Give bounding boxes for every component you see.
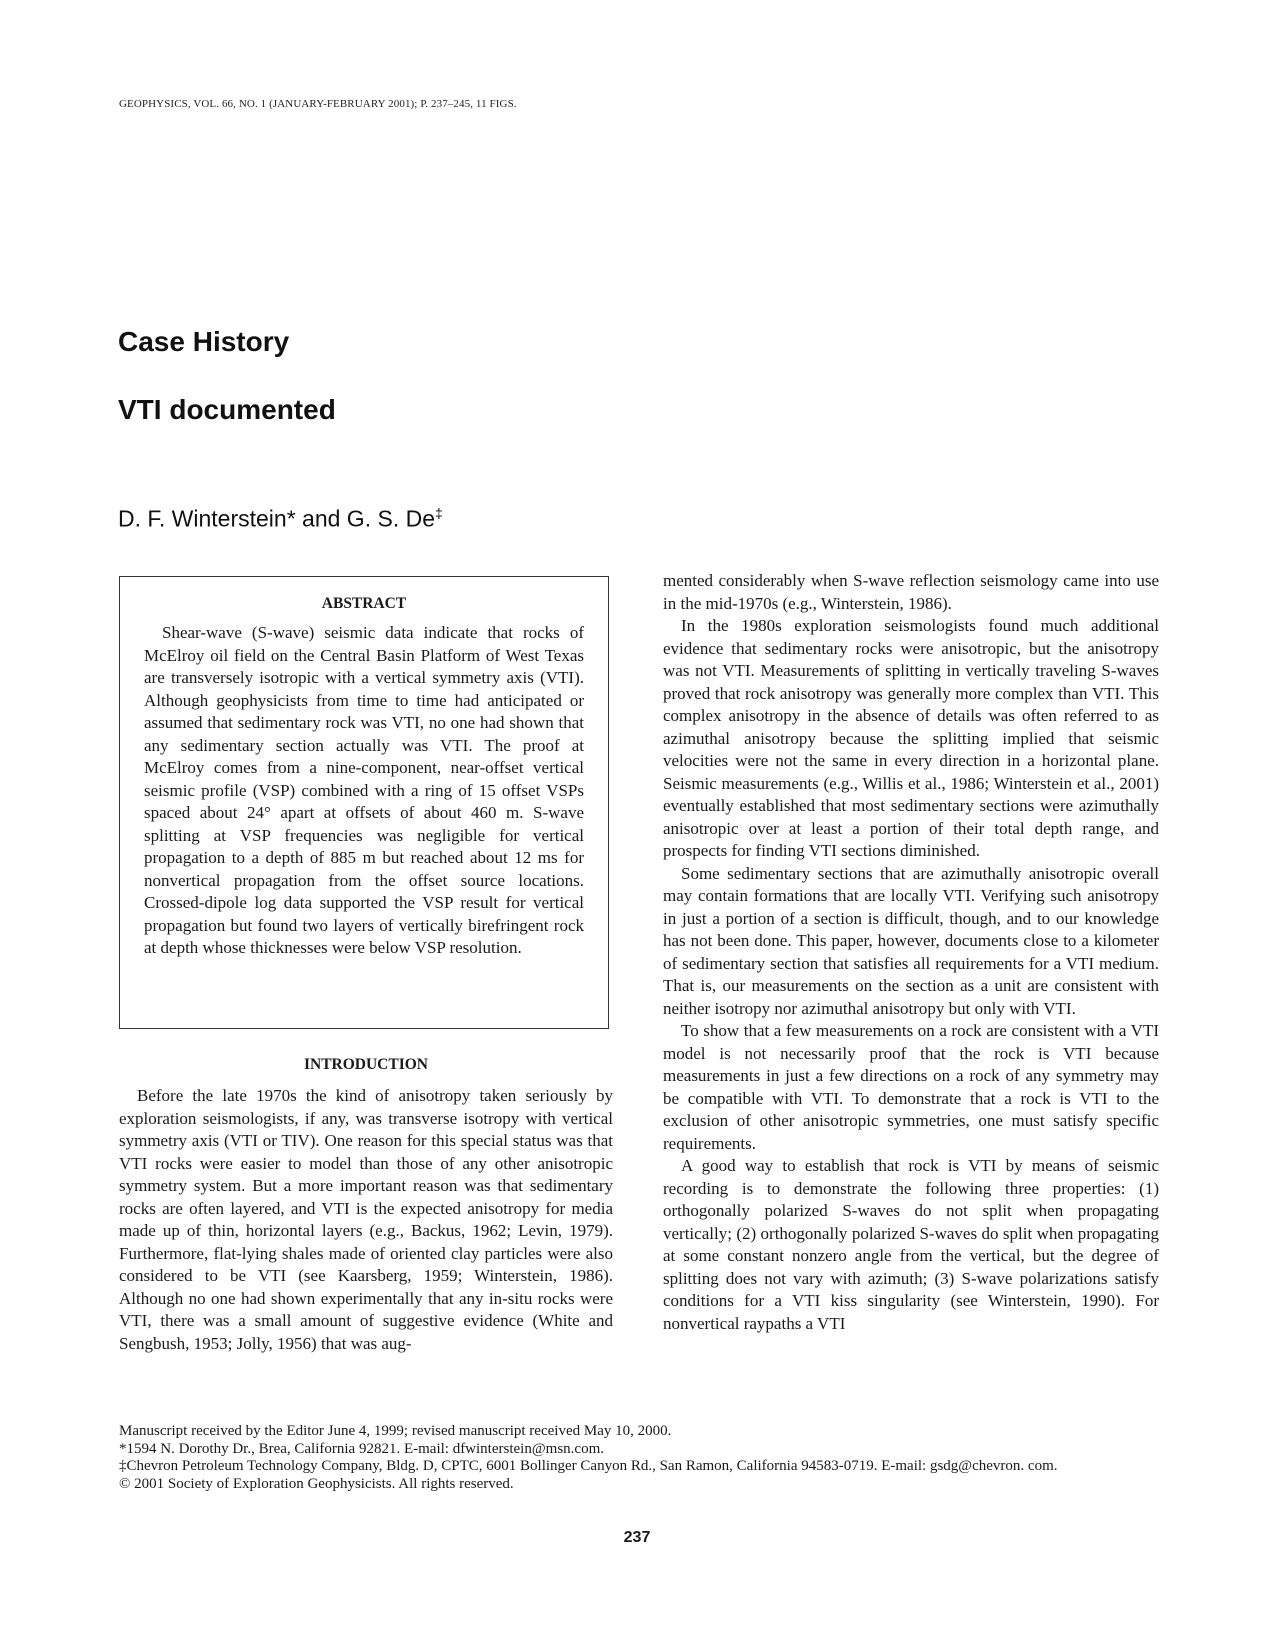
- body-paragraph-continued: mented considerably when S-wave reflection seismology came into use in the mid-1970s (e.g., Winterstein, 1986).: [663, 571, 1159, 613]
- left-column: [119, 1056, 613, 1355]
- body-paragraph: A good way to establish that rock is VTI by means of seismic recording is to demonstrate the following three properties: (1) orthogonally polarized S-waves do not split when propagating vertically; (2) orthogonally polarized S-waves do split when propagating at some constant nonzero angle from the vertical, but the degree of splitting does not vary with azimuth; (3) S-wave polarizations satisfy conditions for a VTI kiss singularity (see Winterstein, 1990). For nonvertical raypaths a VTI: [663, 1156, 1159, 1333]
- introduction-heading: INTRODUCTION: [303, 1056, 428, 1073]
- body-paragraph: In the 1980s exploration seismologists found much additional evidence that sedimentary rocks were anisotropic, but the anisotropy was not VTI. Measurements of splitting in vertically traveling S-waves proved that rock anisotropy was generally more complex than VTI. This complex anisotropy in the absence of details was often referred to as azimuthal anisotropy because the splitting implied that seismic velocities were not the same in every direction in a horizontal plane. Seismic measurements (e.g., Willis et al., 1986; Winterstein et al., 2001) eventually established that most sedimentary sections were azimuthally anisotropic over at least a portion of their total depth range, and prospects for finding VTI sections diminished.: [663, 616, 1159, 860]
- body-paragraph: To show that a few measurements on a rock are consistent with a VTI model is not necessarily proof that the rock is VTI because measurements in just a few directions on a rock of any symmetry may be compatible with VTI. To demonstrate that a rock is VTI to the exclusion of other anisotropic symmetries, one must satisfy specific requirements.: [663, 1021, 1159, 1153]
- introduction-paragraph: Before the late 1970s the kind of anisotropy taken seriously by exploration seismologists, if any, was transverse isotropy with vertical symmetry axis (VTI or TIV). One reason for this special status was that VTI rocks were easier to model than those of any other anisotropic symmetry system. But a more important reason was that sedimentary rocks are often layered, and VTI is the expected anisotropy for media made up of thin, horizontal layers (e.g., Backus, 1962; Levin, 1979). Furthermore, flat-lying shales made of oriented clay particles were also considered to be VTI (see Kaarsberg, 1959; Winterstein, 1986). Although no one had shown experimentally that any in-situ rocks were VTI, there was a small amount of suggestive evidence (White and Sengbush, 1953; Jolly, 1956) that was aug-: [119, 1086, 613, 1353]
- footnote-copyright: © 2001 Society of Exploration Geophysicists. All rights reserved.: [119, 1475, 514, 1492]
- page-number: 237: [623, 1529, 651, 1546]
- section-label: Case History: [118, 326, 290, 357]
- journal-citation-line: GEOPHYSICS, VOL. 66, NO. 1 (JANUARY-FEBRUARY 2001); P. 237–245, 11 FIGS.: [119, 98, 517, 110]
- paper-title: VTI documented: [118, 394, 336, 425]
- author-affiliation-mark: ‡: [435, 505, 443, 521]
- abstract-text: Shear-wave (S-wave) seismic data indicate that rocks of McElroy oil field on the Central Basin Platform of West Texas are transversely isotropic with a vertical symmetry axis (VTI). Although geophysicists from time to time had anticipated or assumed that sedimentary rock was VTI, no one had shown that any sedimentary section actually was VTI. The proof at McElroy comes from a nine-component, near-offset vertical seismic profile (VSP) combined with a ring of 15 offset VSPs spaced about 24° apart at offsets of about 460 m. S-wave splitting at VSP frequencies was negligible for vertical propagation to a depth of 885 m but reached about 12 ms for nonvertical propagation from the offset source locations. Crossed-dipole log data supported the VSP result for vertical propagation but found two layers of vertically birefringent rock at depth whose thicknesses were below VSP resolution.: [144, 623, 584, 957]
- author-line: [118, 505, 443, 533]
- footnote-first-author-address: *1594 N. Dorothy Dr., Brea, California 92821. E-mail: dfwinterstein@msn.com.: [119, 1440, 604, 1457]
- right-column: [663, 570, 1159, 1335]
- abstract-box: [119, 576, 609, 1029]
- footnote-second-author-address: ‡Chevron Petroleum Technology Company, Bldg. D, CPTC, 6001 Bollinger Canyon Rd., San Ramon, California 94583-0719. E-mail: gsdg@chevron. com.: [119, 1458, 1058, 1474]
- footnote-manuscript-dates: Manuscript received by the Editor June 4, 1999; revised manuscript received May 10, 2000.: [119, 1423, 672, 1439]
- body-paragraph: Some sedimentary sections that are azimuthally anisotropic overall may contain formations that are locally VTI. Verifying such anisotropy in just a portion of a section is difficult, though, and to our knowledge has not been done. This paper, however, documents close to a kilometer of sedimentary section that satisfies all requirements for a VTI medium. That is, our measurements on the section as a unit are consistent with neither isotropy nor azimuthal anisotropy but only with VTI.: [663, 863, 1159, 1018]
- author-names: D. F. Winterstein* and G. S. De: [118, 505, 436, 532]
- abstract-heading: ABSTRACT: [321, 595, 407, 612]
- footnotes: [119, 1423, 1159, 1493]
